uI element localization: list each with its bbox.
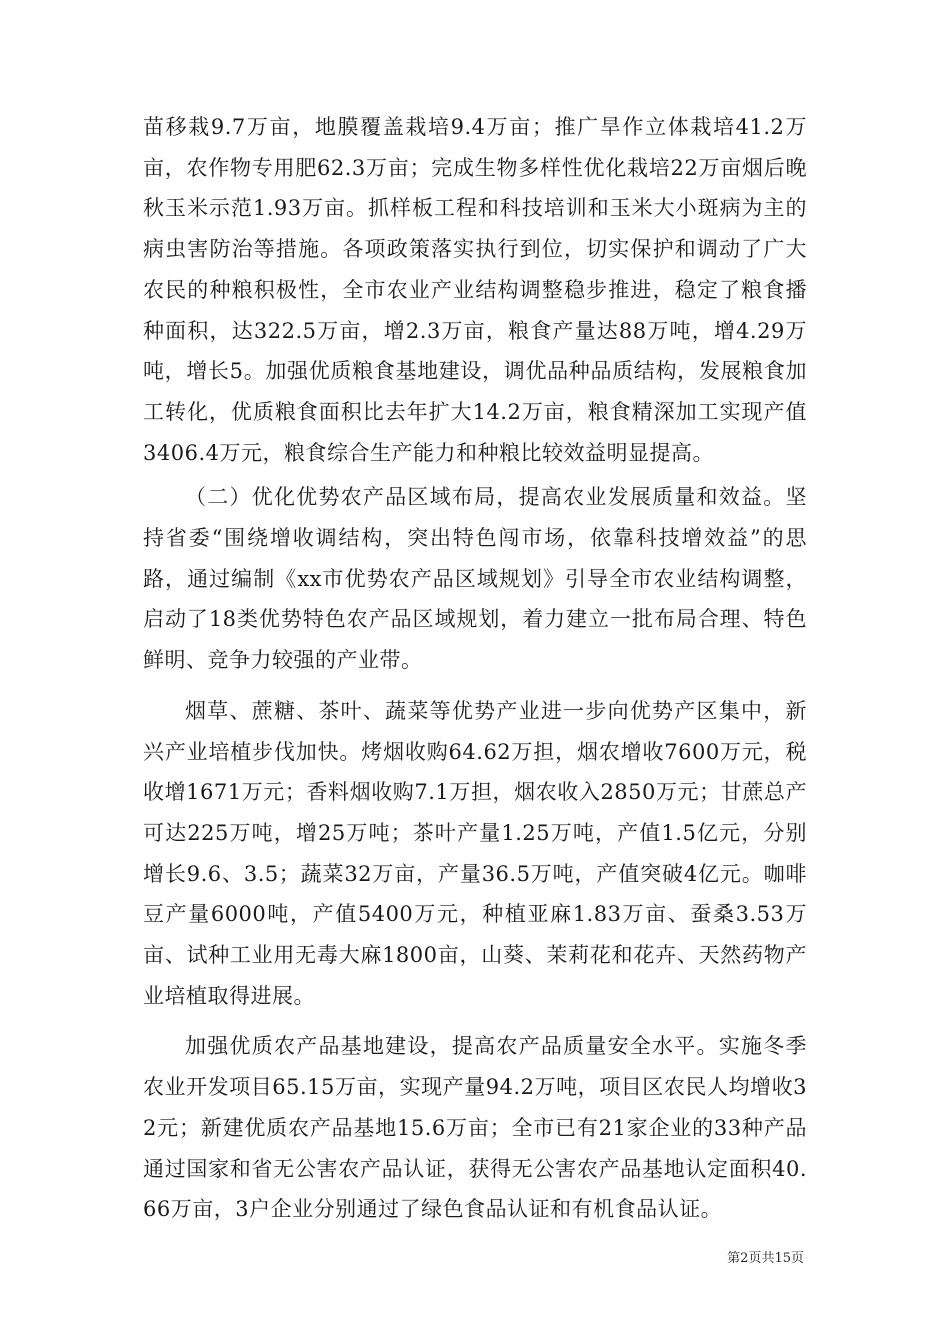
paragraph-quality-base: 加强优质农产品基地建设，提高农产品质量安全水平。实施冬季农业开发项目65.15万亩，实现产量94.2万吨，项目区农民人均增收32元；新建优质农产品基地15.6万亩；全市已有21家企业的33种产品通过国家和省无公害农产品认证，获得无公害农产品基地认定面积40.66万亩，3户企业分别通过了绿色食品认证和有机食品认证。	[143, 1034, 807, 1222]
paragraph-grain-production: 苗移栽9.7万亩，地膜覆盖栽培9.4万亩；推广旱作立体栽培41.2万亩，农作物专用肥62.3万亩；完成生物多样性优化栽培22万亩烟后晚秋玉米示范1.93万亩。抓样板工程和科技培训和玉米大小斑病为主的病虫害防治等措施。各项政策落实执行到位，切实保护和调动了广大农民的种粮积极性，全市农业产业结构调整稳步推进，稳定了粮食播种面积，达322.5万亩，增2.3万亩，粮食产量达88万吨，增4.29万吨，增长5。加强优质粮食基地建设，调优品种品质结构，发展粮食加工转化，优质粮食面积比去年扩大14.2万亩，粮食精深加工实现产值3406.4万元，粮食综合生产能力和种粮比较效益明显提高。	[143, 115, 807, 465]
paragraph-regional-layout: （二）优化优势农产品区域布局，提高农业发展质量和效益。坚持省委“围绕增收调结构，突出特色闯市场，依靠科技增效益”的思路，通过编制《xx市优势农产品区域规划》引导全市农业结构调整，启动了18类优势特色农产品区域规划，着力建立一批布局合理、特色鲜明、竞争力较强的产业带。	[143, 485, 807, 673]
paragraph-advantage-industries: 烟草、蔗糖、茶叶、蔬菜等优势产业进一步向优势产区集中，新兴产业培植步伐加快。烤烟收购64.62万担，烟农增收7600万元，税收增1671万元；香料烟收购7.1万担，烟农收入2850万元；甘蔗总产可达225万吨，增25万吨；茶叶产量1.25万吨，产值1.5亿元，分别增长9.6、3.5；蔬菜32万亩，产量36.5万吨，产值突破4亿元。咖啡豆产量6000吨，产值5400万元，种植亚麻1.83万亩、蚕桑3.53万亩、试种工业用无毒大麻1800亩，山葵、茉莉花和花卉、天然药物产业培植取得进展。	[143, 698, 807, 1008]
page-number: 第2页共15页	[727, 1251, 804, 1266]
document-body	[143, 107, 807, 1230]
